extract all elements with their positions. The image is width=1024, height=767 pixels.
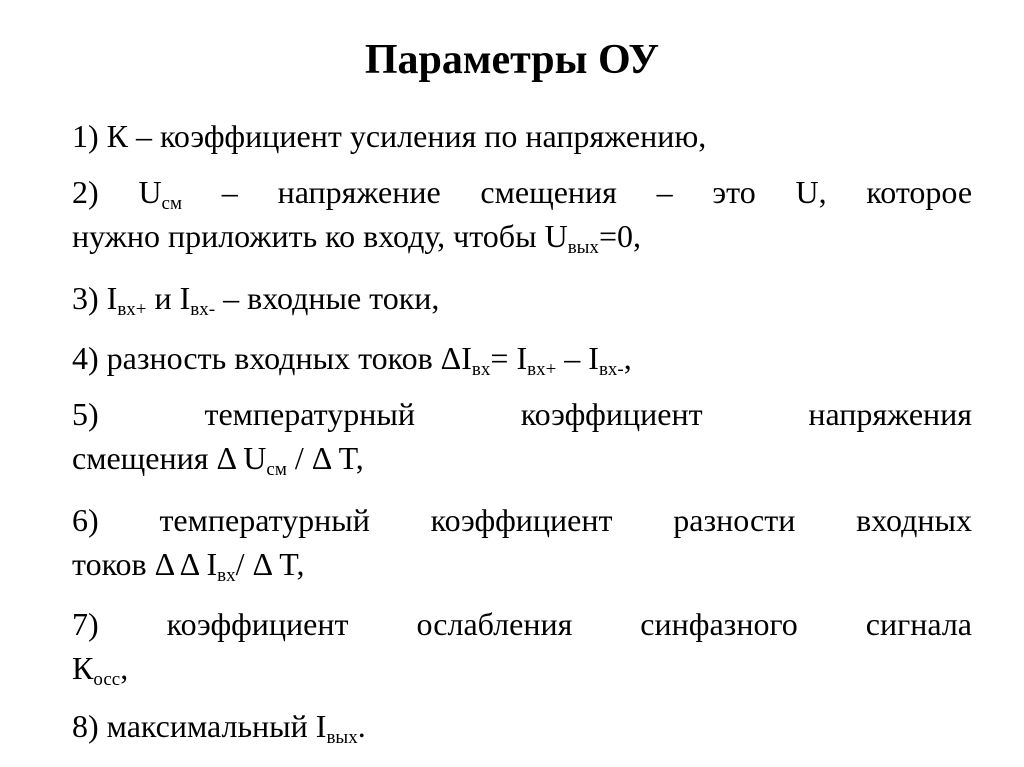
parameter-item-2: [72, 170, 972, 258]
item-line: [72, 542, 972, 586]
item-number: 4): [72, 340, 99, 376]
item-text: нужно приложить ко входу, чтобы U: [72, 218, 568, 254]
item-text: =0,: [598, 218, 641, 254]
item-line: [72, 646, 972, 690]
item-text: и I: [154, 280, 191, 316]
item-text: К – коэффициент усиления по напряжению,: [106, 118, 707, 154]
subscript: вх: [217, 565, 236, 586]
item-text: ,: [120, 650, 129, 686]
subscript: вх-: [190, 299, 216, 320]
parameter-item-7: [72, 602, 972, 690]
item-text: I: [106, 280, 118, 316]
item-text: разность входных токов ΔI: [106, 340, 472, 376]
item-number: 8): [72, 708, 99, 744]
item-text: .: [357, 708, 366, 744]
item-text: – входные токи,: [223, 280, 440, 316]
item-text: максимальный I: [106, 708, 327, 744]
parameter-item-6: [72, 498, 972, 586]
item-text: – напряжение смещения – это U, которое: [221, 174, 973, 210]
item-text: К: [72, 650, 94, 686]
subscript: см: [161, 193, 183, 214]
parameter-item-4: [72, 336, 972, 380]
subscript: вых: [326, 727, 358, 748]
item-number: 3): [72, 280, 99, 316]
parameter-item-3: [72, 276, 972, 320]
item-text: – I: [564, 340, 599, 376]
item-line: [72, 392, 972, 436]
item-number: 1): [72, 118, 99, 154]
item-line: [72, 214, 972, 258]
item-text: температурный коэффициент напряжения: [204, 396, 973, 432]
subscript: вх-: [598, 359, 624, 380]
subscript: вх: [471, 359, 491, 380]
item-number: 2): [72, 174, 99, 210]
item-line: [72, 170, 972, 214]
item-text: / Δ T,: [235, 546, 305, 582]
slide-title: Параметры ОУ: [364, 37, 660, 83]
parameter-item-8: [72, 704, 972, 748]
item-line: [72, 498, 972, 542]
item-text: $U_{см}$: [138, 174, 183, 214]
item-text: / Δ T,: [294, 440, 364, 476]
subscript: см: [266, 459, 287, 480]
item-text: температурный коэффициент разности входных: [159, 502, 973, 538]
item-text: токов Δ Δ I: [72, 546, 218, 582]
item-text: = I: [490, 340, 528, 376]
subscript: вх+: [117, 299, 147, 320]
item-text: ,: [623, 340, 632, 376]
subscript: вых: [567, 237, 599, 258]
item-number: 6): [72, 502, 99, 538]
subscript: вх+: [527, 359, 557, 380]
subscript: осс: [93, 669, 121, 690]
parameter-item-1: [72, 114, 972, 158]
item-line: [72, 436, 972, 480]
item-number: 5): [72, 396, 99, 432]
parameter-item-5: [72, 392, 972, 480]
item-number: 7): [72, 606, 99, 642]
item-text: смещения Δ U: [72, 440, 267, 476]
item-text: коэффициент ослабления синфазного сигнала: [166, 606, 972, 642]
item-line: [72, 602, 972, 646]
